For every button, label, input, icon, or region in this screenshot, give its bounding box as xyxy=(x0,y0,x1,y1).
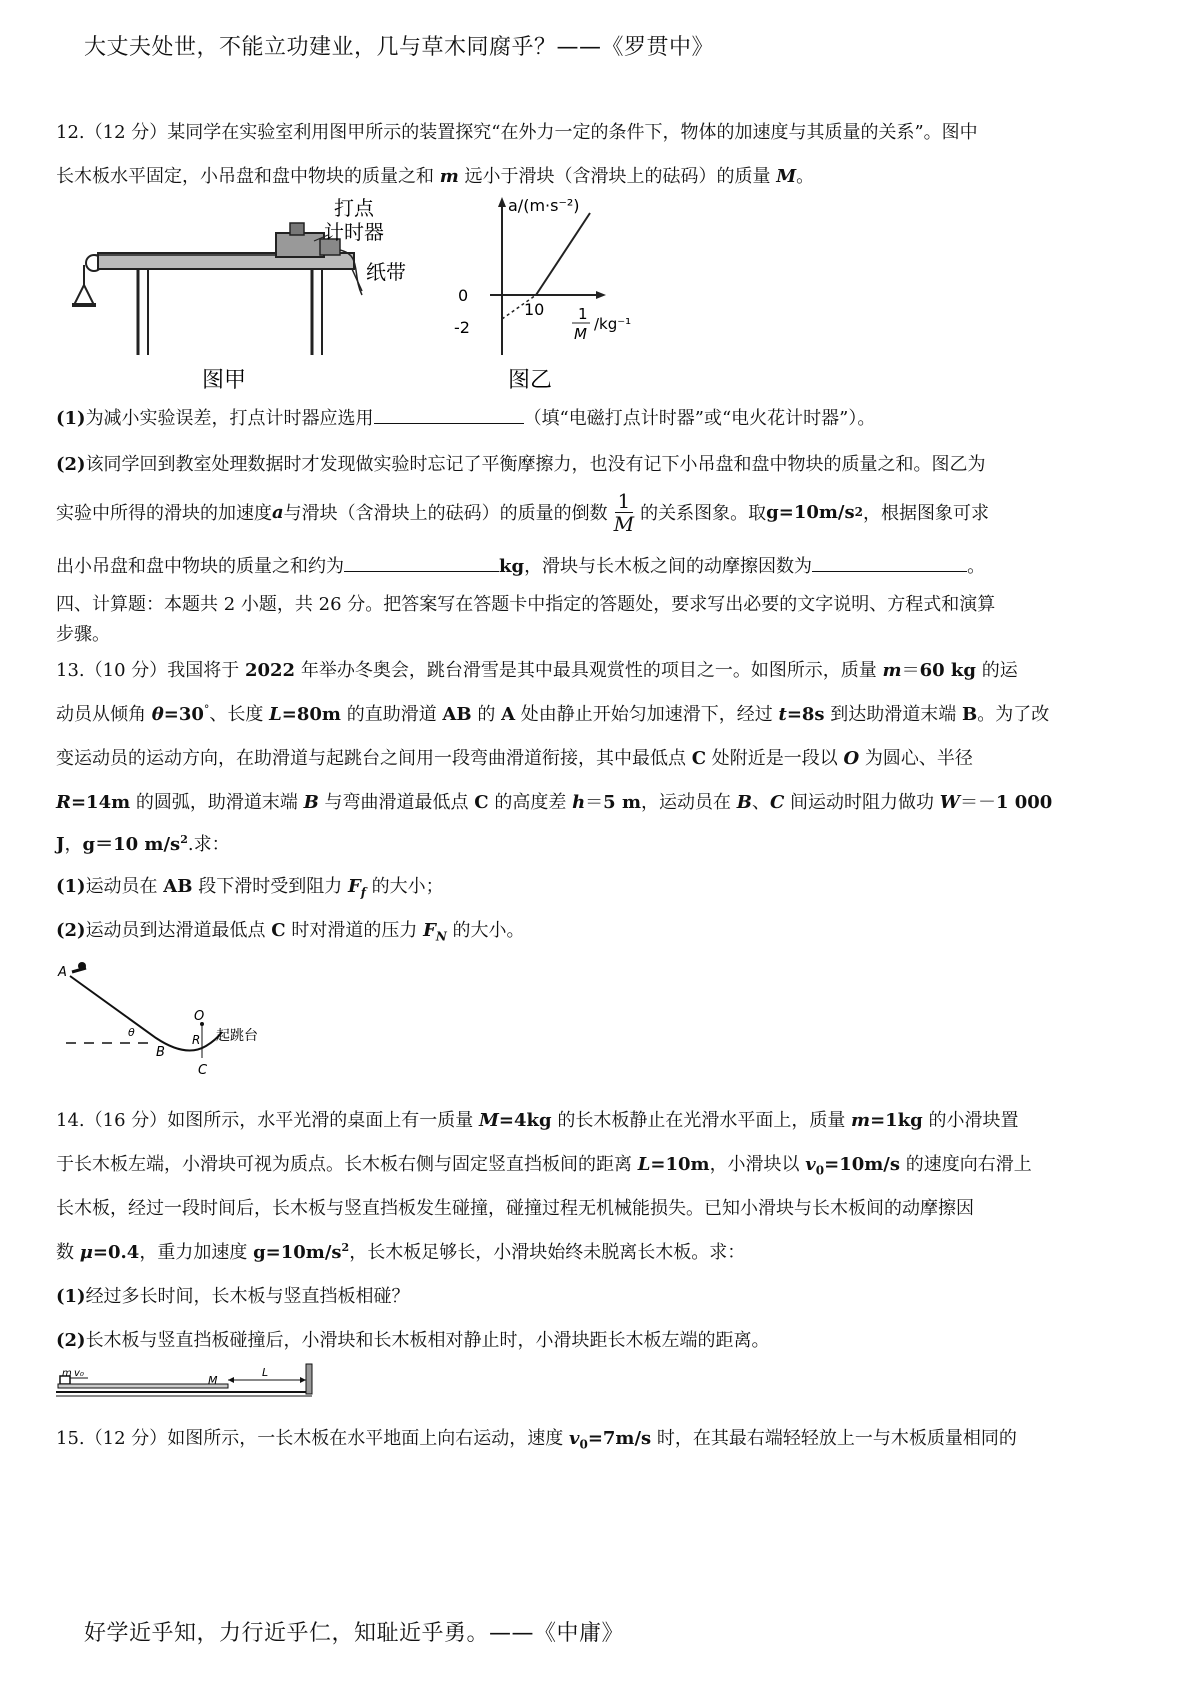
q13-line5: J，g＝10 $m/s^2$.求： xyxy=(56,833,230,855)
figure-ski-jump xyxy=(56,958,286,1078)
graph-neg2: -2 xyxy=(454,318,470,337)
board-label-v0: v₀ xyxy=(74,1368,84,1379)
ski-label-ramp: 起跳台 xyxy=(216,1028,258,1044)
q14-line4: 数 μ=0.4，重力加速度 $g=10m/s^2$，长木板足够长，小滑块始终未脱离长木板。求： xyxy=(56,1241,746,1263)
board-label-M: M xyxy=(208,1374,218,1387)
graph-xlabel-num: 1 xyxy=(578,305,588,323)
board-label-m: m xyxy=(62,1368,72,1379)
answer-blank-1[interactable] xyxy=(374,407,524,424)
graph-ten: 10 xyxy=(524,300,545,319)
q13-line3: 变运动员的运动方向，在助滑道与起跳台之间用一段弯曲滑道衔接，其中最低点 C 处附近是一段以 O 为圆心、半径 xyxy=(56,748,973,769)
graph-xlabel-unit: /kg⁻¹ xyxy=(594,315,632,333)
ski-label-C: C xyxy=(198,1063,208,1078)
q15-line1: 15.（12 分）如图所示，一长木板在水平地面上向右运动，速度 $v_0=7m/s$ 时，在其最右端轻轻放上一与木板质量相同的 xyxy=(56,1428,1017,1452)
label-tape: 纸带 xyxy=(366,260,406,284)
section4-line1: 四、计算题：本题共 2 小题，共 26 分。把答案写在答题卡中指定的答题处，要求写出必要的文字说明、方程式和演算 xyxy=(56,594,996,615)
graph-ylabel: a/(m·s⁻²) xyxy=(508,196,580,215)
q14-line2: 于长木板左端，小滑块可视为质点。长木板右侧与固定竖直挡板间的距离 L=10m，小滑块以 $v_0=10m/s$ 的速度向右滑上 xyxy=(56,1154,1032,1178)
q13-sub2: (2)运动员到达滑道最低点 C 时对滑道的压力 $F_N$ 的大小。 xyxy=(56,920,525,944)
ski-label-R: R xyxy=(192,1033,201,1047)
label-timer-2: 计时器 xyxy=(324,220,384,244)
header-quote: 大丈夫处世，不能立功建业，几与草木同腐乎？——《罗贯中》 xyxy=(84,35,715,60)
figure-board xyxy=(56,1360,326,1404)
ski-label-O: O xyxy=(194,1009,205,1024)
q14-sub2: (2)长木板与竖直挡板碰撞后，小滑块和长木板相对静止时，小滑块距长木板左端的距离。 xyxy=(56,1330,770,1351)
label-timer-1: 打点 xyxy=(334,196,374,220)
q13-line4: R=14m 的圆弧，助滑道末端 B 与弯曲滑道最低点 C 的高度差 h＝5 m，运动员在 B、C 间运动时阻力做功 W＝－1 000 xyxy=(56,792,1053,813)
graph-xlabel-den: M xyxy=(574,325,587,343)
graph-zero: 0 xyxy=(458,286,469,305)
q14-line3: 长木板，经过一段时间后，长木板与竖直挡板发生碰撞，碰撞过程无机械能损失。已知小滑块与长木板间的动摩擦因 xyxy=(56,1198,974,1219)
footer-quote: 好学近乎知，力行近乎仁，知耻近乎勇。——《中庸》 xyxy=(84,1621,625,1646)
q14-line1: 14.（16 分）如图所示，水平光滑的桌面上有一质量 M=4kg 的长木板静止在光滑水平面上，质量 m=1kg 的小滑块置 xyxy=(56,1110,1019,1131)
section4-line2: 步骤。 xyxy=(56,624,110,645)
answer-blank-3[interactable] xyxy=(812,555,967,572)
fraction-1-over-M: 1 M xyxy=(613,488,635,536)
q12-sub2-line2: 实验中所得的滑块的加速度 a 与滑块（含滑块上的砝码）的质量的倒数 1 M 的关系图象。取 g=10m/s 2 ，根据图象可求 xyxy=(56,488,989,536)
answer-blank-2[interactable] xyxy=(344,555,499,572)
caption-fig-b: 图乙 xyxy=(508,368,553,393)
q12-sub2-line3: 出小吊盘和盘中物块的质量之和约为 kg，滑块与长木板之间的动摩擦因数为 。 xyxy=(56,556,986,577)
board-label-L: L xyxy=(262,1366,269,1379)
ski-label-B: B xyxy=(156,1045,165,1060)
ski-label-A: A xyxy=(58,965,67,980)
q12-sub1: (1)为减小实验误差，打点计时器应选用 （填“电磁打点计时器”或“电火花计时器”）。 xyxy=(56,408,876,429)
q13-line1: 13.（10 分）我国将于 2022 年举办冬奥会，跳台滑雪是其中最具观赏性的项目之一。如图所示，质量 m＝60 kg 的运 xyxy=(56,660,1018,681)
q12-line1: 12.（12 分）某同学在实验室利用图甲所示的装置探究“在外力一定的条件下，物体的加速度与其质量的关系”。图中 xyxy=(56,122,978,143)
q12-sub2-line1: (2)该同学回到教室处理数据时才发现做实验时忘记了平衡摩擦力，也没有记下小吊盘和盘中物块的质量之和。图乙为 xyxy=(56,454,986,475)
figure-apparatus xyxy=(62,195,432,395)
q13-sub1: (1)运动员在 AB 段下滑时受到阻力 $F_f$ 的大小； xyxy=(56,876,444,900)
caption-fig-a: 图甲 xyxy=(202,368,247,393)
ski-label-theta: θ xyxy=(128,1026,135,1039)
q14-sub1: (1)经过多长时间，长木板与竖直挡板相碰？ xyxy=(56,1286,410,1307)
q13-line2: 动员从倾角 θ=30°、长度 L=80m 的直助滑道 AB 的 A 处由静止开始匀加速滑下，经过 t=8s 到达助滑道末端 B。为了改 xyxy=(56,703,1050,725)
q12-line2: 长木板水平固定，小吊盘和盘中物块的质量之和 m 远小于滑块（含滑块上的砝码）的质量 M。 xyxy=(56,166,815,187)
figure-graph xyxy=(450,195,660,395)
